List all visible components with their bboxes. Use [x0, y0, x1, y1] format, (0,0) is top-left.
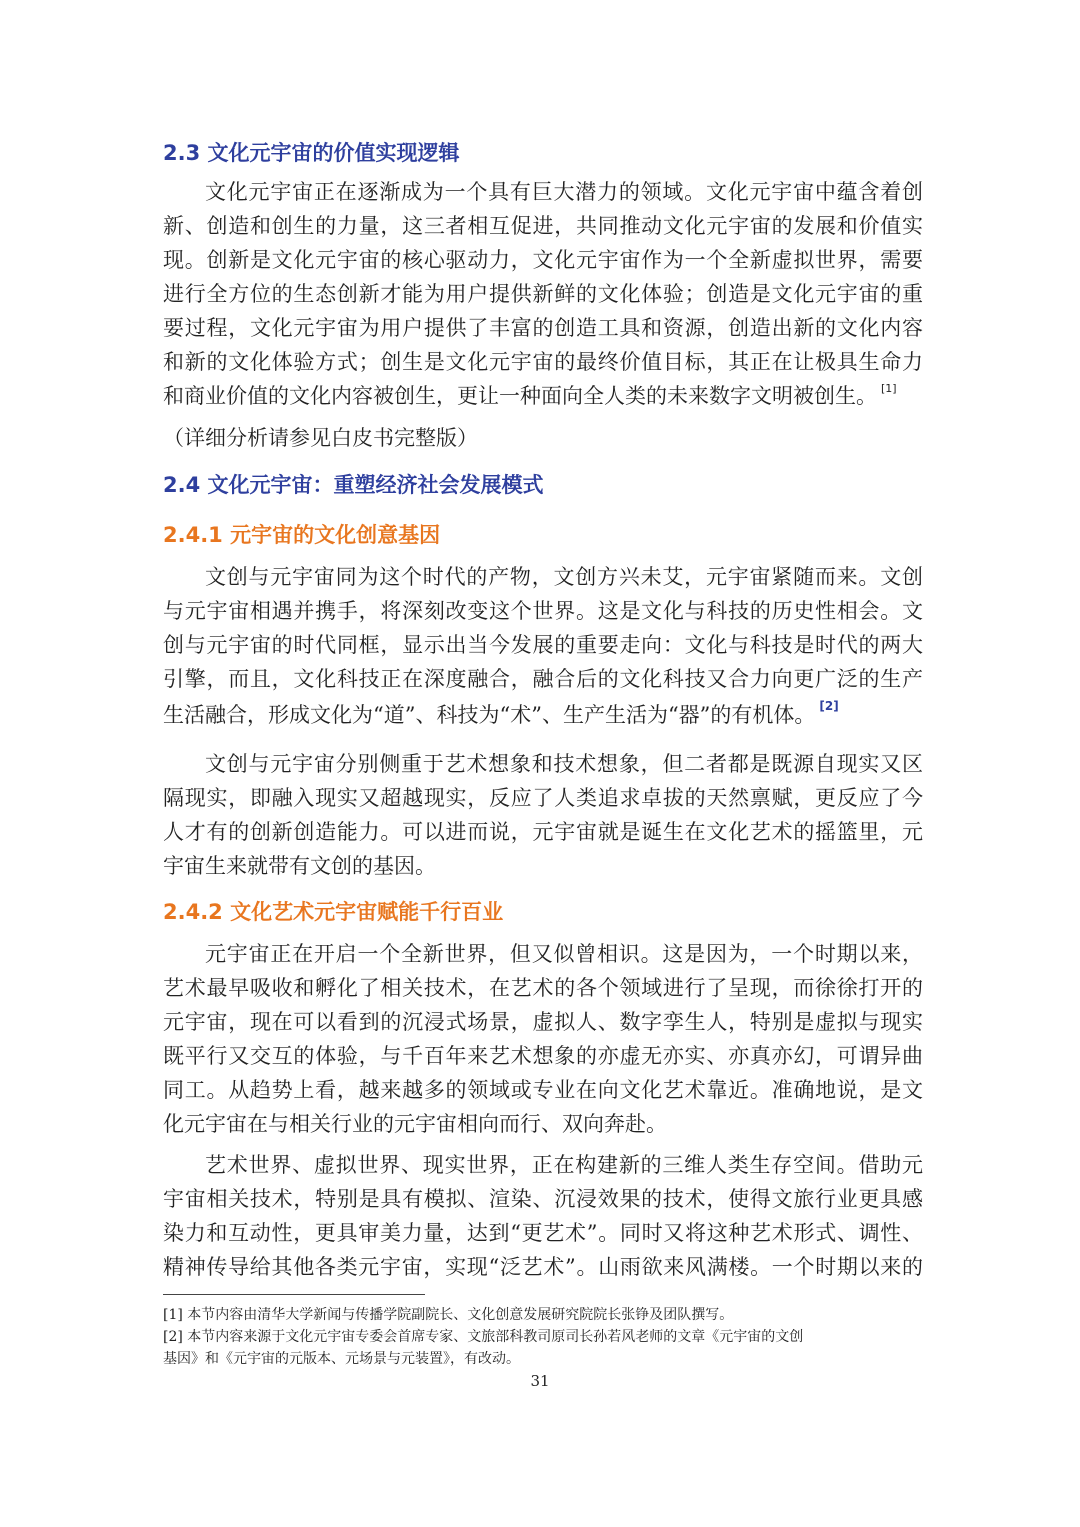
- paragraph-line: 宇宙相关技术，特别是具有模拟、渲染、沉浸效果的技术，使得文旅行业更具感: [163, 1187, 923, 1211]
- footnote-divider: [163, 1294, 425, 1295]
- section-2-4-2-heading: 2.4.2 文化艺术元宇宙赋能千行百业: [163, 900, 504, 924]
- paragraph-line-last: [163, 379, 923, 413]
- paragraph-line-text: 和商业价值的文化内容被创生，更让一种面向全人类的未来数字文明被创生。: [163, 384, 877, 408]
- paragraph-line: 与元宇宙相遇并携手，将深刻改变这个世界。这是文化与科技的历史性相会。文: [163, 599, 923, 623]
- paragraph-line: 艺术最早吸收和孵化了相关技术，在艺术的各个领域进行了呈现，而徐徐打开的: [163, 976, 923, 1000]
- paragraph-line-text: 生活融合，形成文化为“道”、科技为“术”、生产生活为“器”的有机体。: [163, 703, 816, 727]
- paragraph-line: 人才有的创新创造能力。可以进而说，元宇宙就是诞生在文化艺术的摇篮里，元: [163, 820, 923, 844]
- section-2-3-heading: 2.3 文化元宇宙的价值实现逻辑: [163, 141, 460, 165]
- paragraph-line: 隔现实，即融入现实又超越现实，反应了人类追求卓拔的天然禀赋，更反应了今: [163, 786, 923, 810]
- paragraph-line: 新、创造和创生的力量，这三者相互促进，共同推动文化元宇宙的发展和价值实: [163, 214, 923, 238]
- paragraph-line: 染力和互动性，更具审美力量，达到“更艺术”。同时又将这种艺术形式、调性、: [163, 1221, 923, 1245]
- paragraph-line: 既平行又交互的体验，与千百年来艺术想象的亦虚无亦实、亦真亦幻，可谓异曲: [163, 1044, 923, 1068]
- paragraph-line: 精神传导给其他各类元宇宙，实现“泛艺术”。山雨欲来风满楼。一个时期以来的: [163, 1255, 923, 1279]
- footnote-ref-2[interactable]: [2]: [819, 699, 839, 713]
- paragraph-line: 要过程，文化元宇宙为用户提供了丰富的创造工具和资源，创造出新的文化内容: [163, 316, 923, 340]
- paragraph-line: 元宇宙正在开启一个全新世界，但又似曾相识。这是因为，一个时期以来，: [205, 942, 923, 966]
- section-2-3-paragraph: [163, 175, 923, 413]
- paragraph-line: 艺术世界、虚拟世界、现实世界，正在构建新的三维人类生存空间。借助元: [205, 1153, 923, 1177]
- paragraph-line: 创与元宇宙的时代同框，显示出当今发展的重要走向：文化与科技是时代的两大: [163, 633, 923, 657]
- paragraph-line: 现。创新是文化元宇宙的核心驱动力，文化元宇宙作为一个全新虚拟世界，需要: [163, 248, 923, 272]
- paragraph-line: 文创与元宇宙同为这个时代的产物，文创方兴未艾，元宇宙紧随而来。文创: [205, 565, 923, 589]
- paragraph-line: 引擎，而且，文化科技正在深度融合，融合后的文化科技又合力向更广泛的生产: [163, 667, 923, 691]
- section-2-4-1-heading: 2.4.1 元宇宙的文化创意基因: [163, 523, 441, 547]
- footnote-1: [1] 本节内容由清华大学新闻与传播学院副院长、文化创意发展研究院院长张铮及团队撰写。: [163, 1307, 734, 1323]
- paragraph-line: 和新的文化体验方式；创生是文化元宇宙的最终价值目标，其正在让极具生命力: [163, 350, 923, 374]
- section-2-4-2-paragraph-2: [163, 1148, 923, 1284]
- footnote-2-line-1: [2] 本节内容来源于文化元宇宙专委会首席专家、文旅部科教司原司长孙若风老师的文章《元宇宙的文创: [163, 1329, 804, 1345]
- paragraph-line: 文化元宇宙正在逐渐成为一个具有巨大潜力的领域。文化元宇宙中蕴含着创: [205, 180, 923, 204]
- footnote-ref-1[interactable]: [1]: [881, 382, 897, 395]
- section-2-4-2-paragraph-1: [163, 937, 923, 1141]
- paragraph-line-last: 化元宇宙在与相关行业的元宇宙相向而行、双向奔赴。: [163, 1112, 667, 1136]
- paragraph-line: 文创与元宇宙分别侧重于艺术想象和技术想象，但二者都是既源自现实又区: [205, 752, 923, 776]
- footnote-2-line-2: 基因》和《元宇宙的元版本、元场景与元装置》，有改动。: [163, 1351, 520, 1367]
- paragraph-line-last: 宇宙生来就带有文创的基因。: [163, 854, 436, 878]
- section-2-4-1-paragraph-2: [163, 747, 923, 883]
- whitepaper-note: （详细分析请参见白皮书完整版）: [163, 426, 478, 450]
- paragraph-line: 元宇宙，现在可以看到的沉浸式场景，虚拟人、数字孪生人，特别是虚拟与现实: [163, 1010, 923, 1034]
- section-2-4-heading: 2.4 文化元宇宙：重塑经济社会发展模式: [163, 473, 544, 497]
- paragraph-line: 同工。从趋势上看，越来越多的领域或专业在向文化艺术靠近。准确地说，是文: [163, 1078, 923, 1102]
- page-number: 31: [530, 1372, 550, 1390]
- section-2-4-1-paragraph-1: [163, 560, 923, 734]
- paragraph-line-last: [163, 696, 923, 734]
- paragraph-line: 进行全方位的生态创新才能为用户提供新鲜的文化体验；创造是文化元宇宙的重: [163, 282, 923, 306]
